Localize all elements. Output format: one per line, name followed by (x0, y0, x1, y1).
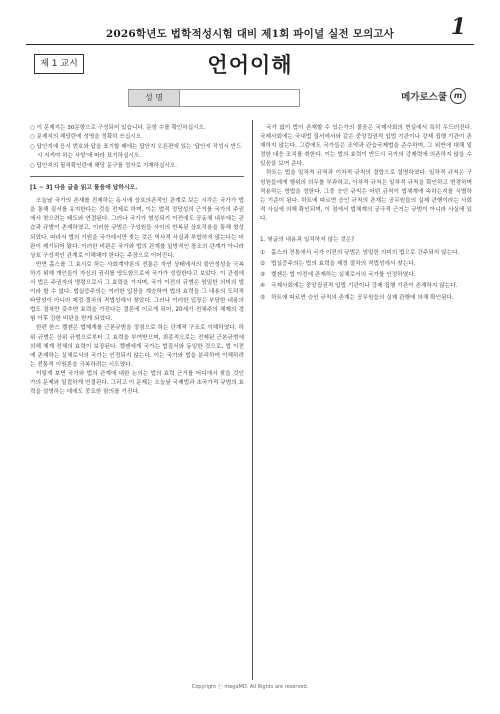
choice-number: ③ (260, 272, 266, 279)
choice-item[interactable] (260, 271, 472, 280)
choice-text: 국제사회에는 중앙집권적 입법 기관이나 강제 집행 기관이 존재하지 않는다. (271, 283, 458, 290)
name-label: 성 명 (129, 90, 180, 106)
brand-mark-icon: m (450, 88, 466, 104)
choice-item[interactable] (260, 294, 472, 303)
choice-number: ④ (260, 283, 266, 290)
right-column (260, 124, 472, 305)
instruction-item: ○ 문제지의 해당란에 성명을 정확히 쓰십시오. (30, 134, 143, 141)
brand-logo (401, 88, 466, 104)
passage-heading: [1 ~ 3] 다음 글을 읽고 물음에 답하시오. (30, 185, 138, 192)
passage-paragraph: 이렇게 보면 국가와 법의 관계에 대한 논의는 법의 효력 근거를 어디에서 찾을 것인가의 문제와 밀접하게 연결된다. 그리고 이 문제는 오늘날 국제법과 초국가적 규범의 효력을 설명하는 데에도 중요한 함의를 가진다. (30, 370, 244, 396)
passage-paragraph: 오늘날 국가의 존재를 전제하는 동시에 상호의존적인 관계로 보는 시각은 국가가 법을 통해 질서를 유지한다는 것을 전제로 하며, 이는 법적 정당성의 근거를 국가의 주권에서 찾으려는 태도와 연결된다. 그러나 국가가 형성되기 이전에도 공동체 내부에는 관습과 규범이 존재하였고, 이러한 규범은 구성원들 사이의 반복된 상호작용을 통해 형성되었다. 따라서 법의 기원을 국가에서만 찾는 것은 역사적 사실과 부합하지 않는다는 비판이 제기되어 왔다. 이러한 비판은 국가와 법의 관계를 일방적인 창조의 관계가 아니라 상호 구성적인 관계로 이해해야 한다는 주장으로 이어진다. (30, 198, 244, 259)
copyright-footer: Copyright ⓒ megaMD. All Rights are reserved. (191, 684, 309, 690)
passage-paragraph: 반면 홉스를 그 효시로 하는 사회계약론의 전통은 자연 상태에서의 불안정성을 극복하기 위해 개인들이 자신의 권리를 양도함으로써 국가가 성립한다고 보았다. 이 관점에서 법은 주권자의 명령으로서 그 효력을 가지며, 국가 이전의 규범은 엄밀한 의미의 법이라 할 수 없다. 법실증주의는 이러한 입장을 계승하여 법의 효력을 그 내용의 도덕적 타당성이 아니라 제정 절차의 적법성에서 찾았다. 그러나 이러한 입장은 부당한 내용의 법도 절차만 갖추면 효력을 가진다는 결론에 이르게 되어, 20세기 전체주의 체제의 경험 이후 강한 비판을 받게 되었다. (30, 261, 244, 323)
choice-item[interactable] (260, 249, 472, 258)
choice-text: 켈젠은 법 이전에 존재하는 실체로서의 국가를 인정하였다. (271, 272, 416, 279)
choice-list (260, 249, 472, 302)
column-divider (252, 120, 253, 680)
name-field[interactable] (128, 89, 300, 107)
choice-number: ② (260, 261, 266, 268)
choice-item[interactable] (260, 260, 472, 269)
passage-paragraph: 한편 한스 켈젠은 법체계를 근본규범을 정점으로 하는 단계적 구조로 이해하였다. 하위 규범은 상위 규범으로부터 그 효력을 부여받으며, 최종적으로는 전제된 근본규범에 의해 체계 전체의 효력이 보장된다. 켈젠에게 국가는 법질서와 동일한 것으로, 법 이전에 존재하는 실체로서의 국가는 인정되지 않는다. 이는 국가와 법을 분리하여 이해하려는 전통적 이원론을 극복하려는 시도였다. (30, 325, 244, 368)
session-box: 제 1 교시 (34, 54, 84, 74)
choice-text: 법실증주의는 법의 효력을 제정 절차의 적법성에서 찾는다. (271, 261, 416, 268)
question-1 (260, 236, 472, 303)
page-number: 1 (450, 14, 466, 40)
brand-name: 메가로스쿨 (401, 92, 447, 103)
passage-paragraph: 하트는 법을 일차적 규칙과 이차적 규칙의 결합으로 설명하였다. 일차적 규칙은 구성원들에게 행위의 의무를 부과하고, 이차적 규칙은 일차적 규칙을 확인하고 변경하며 적용하는 방법을 정한다. 그중 승인 규칙은 어떤 규칙이 법체계에 속하는지를 식별하는 기준이 된다. 하트에 따르면 승인 규칙의 존재는 공무원들의 실제 관행이라는 사회적 사실에 의해 확인되며, 이 점에서 법체계의 궁극적 근거는 규범이 아니라 사실에 있다. (260, 170, 472, 222)
question-title: 1. 윗글의 내용과 일치하지 않는 것은? (260, 237, 355, 244)
choice-number: ⑤ (260, 294, 266, 301)
passage-paragraph: 국가 없이 법이 존재할 수 있는가의 물음은 국제사회의 현실에서 특히 두드러진다. 국제사회에는 국내법 질서에서와 같은 중앙집권적 입법 기관이나 강제 집행 기관이 존재하지 않는다. 그럼에도 국가들은 조약과 관습국제법을 준수하며, 그 위반에 대해 일정한 대응 조치를 취한다. 이는 법의 효력이 반드시 국가의 강제력에 의존하지 않을 수 있음을 보여 준다. (260, 125, 472, 168)
choice-item[interactable] (260, 282, 472, 291)
left-column (30, 124, 244, 397)
header-rule (26, 44, 474, 45)
instructions-divider (30, 176, 244, 177)
instruction-item: ○ 이 문제지는 30문항으로 구성되어 있습니다. 문항 수를 확인하십시오. (30, 125, 206, 131)
subject-title: 언어이해 (207, 53, 293, 77)
choice-text: 홉스의 전통에서 국가 이전의 규범은 엄밀한 의미의 법으로 간주되지 않는다. (271, 250, 460, 257)
instruction-item: ○ 답안지의 필적확인란에 해당 문구를 정자로 기재하십시오. (30, 162, 178, 169)
instruction-item: ○ 답안지에 응시 번호와 답을 표기할 때에는 답안지 오른편에 있는 '답안지 작성시 반드시 지켜야 하는 사항'에 따라 표기하십시오. (30, 143, 242, 160)
exam-title: 2026학년도 법학적성시험 대비 제1회 파이널 실전 모의고사 (105, 28, 395, 40)
instructions-list (30, 124, 244, 171)
choice-number: ① (260, 250, 266, 257)
choice-text: 하트에 따르면 승인 규칙의 존재는 공무원들의 실제 관행에 의해 확인된다. (271, 294, 454, 301)
